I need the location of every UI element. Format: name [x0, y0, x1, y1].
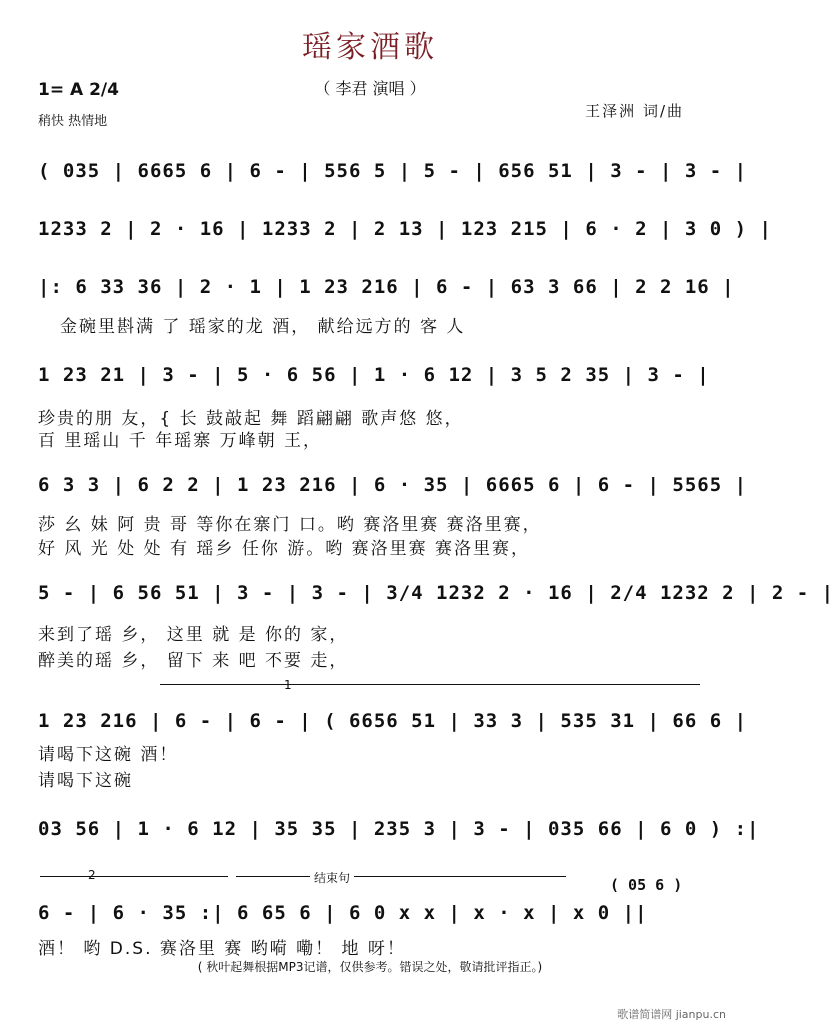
score-row-7: 1 23 216 | 6 - | 6 - | ( 6656 51 | 33 3 | 535 31 | 66 6 |: [38, 710, 748, 732]
performer-credit: （ 李君 演唱 ）: [314, 79, 426, 98]
lyric-row-5b: 好 风 光 处 处 有 瑶乡 任你 游。哟 赛洛里赛 赛洛里赛，: [38, 539, 531, 559]
score-row-3: |: 6 33 36 | 2 · 1 | 1 23 216 | 6 - | 63 3 66 | 2 2 16 |: [38, 276, 735, 298]
ending-pickup: ( 05 6 ): [610, 876, 683, 894]
lyric-row-4a: 珍贵的朋 友，{ 长 鼓敲起 舞 蹈翩翩 歌声悠 悠，: [38, 409, 464, 429]
score-row-2: 1233 2 | 2 · 16 | 1233 2 | 2 13 | 123 215 | 6 · 2 | 3 0 ) |: [38, 218, 772, 240]
score-row-1: ( 035 | 6665 6 | 6 - | 556 5 | 5 - | 656 51 | 3 - | 3 - |: [38, 160, 748, 182]
lyric-row-9: 酒！ 哟 D.S. 赛洛里 赛 哟嗬 嘞！ 地 呀！: [38, 939, 406, 959]
watermark: 歌谱简谱网 jianpu.cn: [617, 1008, 726, 1021]
lyric-row-3: 金碗里斟满 了 瑶家的龙 酒， 献给远方的 客 人: [60, 317, 466, 337]
score-row-5: 6 3 3 | 6 2 2 | 1 23 216 | 6 · 35 | 6665 6 | 6 - | 5565 |: [38, 474, 748, 496]
key-signature: 1= A 2/4: [38, 80, 119, 100]
volta-1-bracket: [160, 684, 700, 685]
tempo-marking: 稍快 热情地: [38, 114, 108, 129]
lyric-row-7a: 请喝下这碗 酒！: [38, 745, 179, 765]
lyric-row-7b: 请喝下这碗: [38, 771, 133, 791]
volta-1-label: 1: [284, 678, 292, 692]
lyric-row-6a: 来到了瑶 乡， 这里 就 是 你的 家，: [38, 625, 349, 645]
ending-bracket: [236, 876, 566, 877]
score-row-6: 5 - | 6 56 51 | 3 - | 3 - | 3/4 1232 2 · 16 | 2/4 1232 2 | 2 - |: [38, 582, 834, 604]
score-row-9: 6 - | 6 · 35 :| 6 65 6 | 6 0 x x | x · x | x 0 ||: [38, 902, 648, 924]
volta-2-label: 2: [88, 868, 96, 882]
lyric-row-6b: 醉美的瑶 乡， 留下 来 吧 不要 走，: [38, 651, 349, 671]
page-title: 瑶家酒歌: [302, 30, 438, 65]
ending-label: 结束句: [310, 869, 354, 886]
volta-2-bracket: [40, 876, 228, 877]
footer-note: ( 秋叶起舞根据MP3记谱，仅供参考。错误之处，敬请批评指正。): [197, 960, 543, 974]
lyric-row-5a: 莎 幺 妹 阿 贵 哥 等你在寨门 口。哟 赛洛里赛 赛洛里赛，: [38, 515, 542, 535]
composer-credit: 王泽洲 词/曲: [585, 102, 684, 120]
score-row-8: 03 56 | 1 · 6 12 | 35 35 | 235 3 | 3 - | 035 66 | 6 0 ) :|: [38, 818, 760, 840]
score-row-4: 1 23 21 | 3 - | 5 · 6 56 | 1 · 6 12 | 3 5 2 35 | 3 - |: [38, 364, 710, 386]
lyric-row-4b: 百 里瑶山 千 年瑶寨 万峰朝 王，: [38, 431, 323, 451]
